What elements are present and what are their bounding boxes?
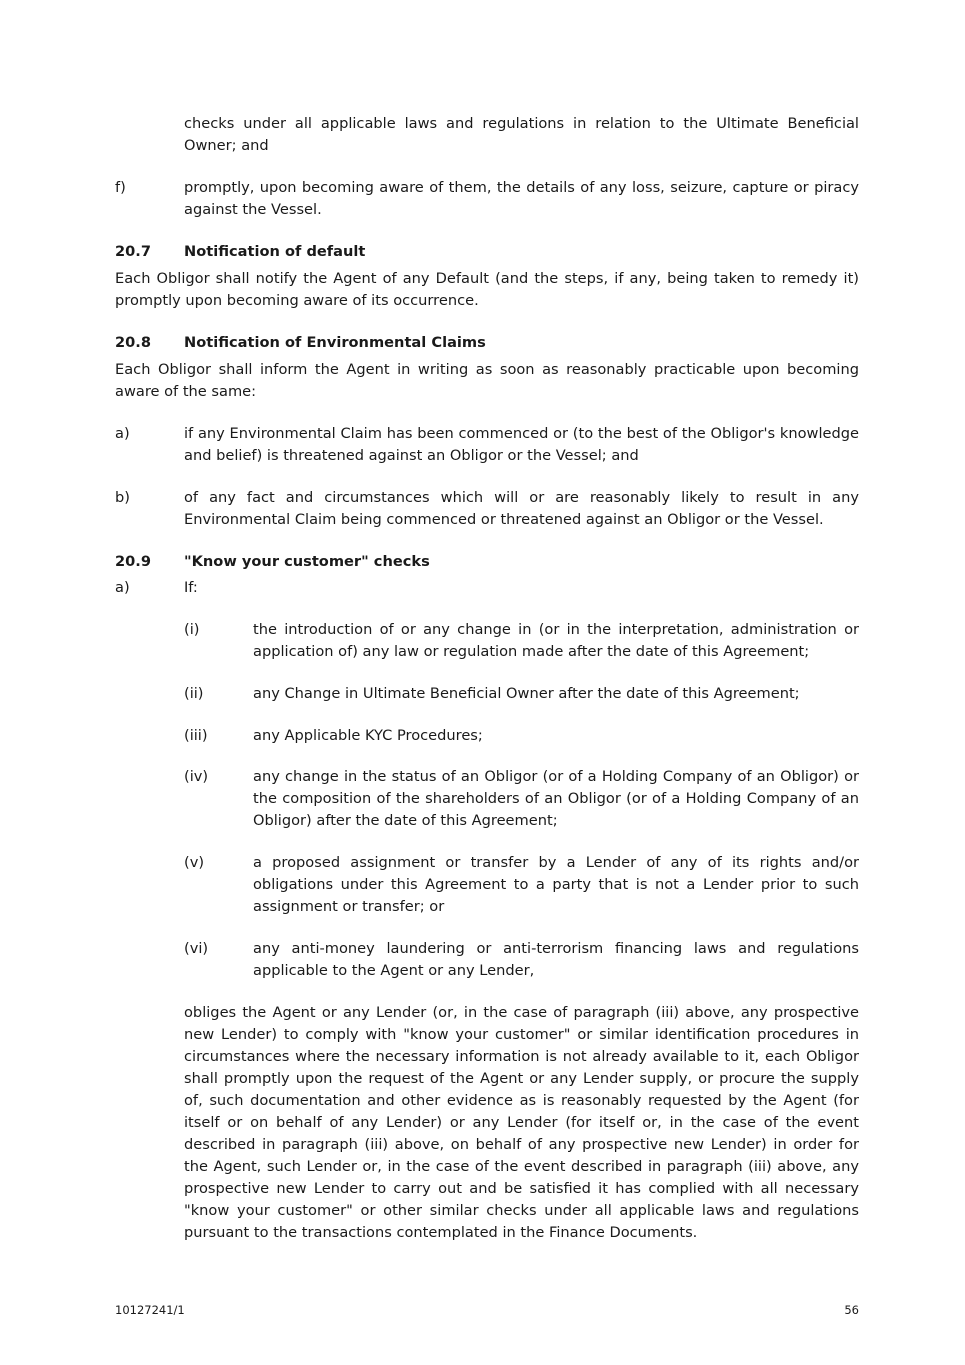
list-item-f-text: promptly, upon becoming aware of them, the details of any loss, seizure, capture or piracy against the Vessel. (184, 179, 859, 218)
subitem-vi-text: any anti-money laundering or anti-terrorism financing laws and regulations applicable to the Agent or any Lender, (253, 940, 859, 979)
section-20-9-item-a-lead: If: (184, 579, 198, 596)
subitem-vi-marker: (vi) (184, 940, 209, 957)
section-20-8-item-b-text: of any fact and circumstances which will or are reasonably likely to result in any Environmental Claim being commenced or threatened against an Obligor or the Vessel. (184, 489, 859, 528)
subitem-iv-text: any change in the status of an Obligor (or of a Holding Company of an Obligor) or the composition of the shareholders of an Obligor (or of a Holding Company of an Obligor) after the date of this Agreement; (253, 768, 859, 829)
footer-document-reference: 10127241/1 (115, 1303, 185, 1317)
footer-page-number: 56 (844, 1303, 859, 1317)
list-marker-f: f) (115, 179, 126, 196)
subitem-iii-text: any Applicable KYC Procedures; (253, 727, 483, 744)
section-20-8-item-a-text: if any Environmental Claim has been commenced or (to the best of the Obligor's knowledge and belief) is threatened against an Obligor or the Vessel; and (184, 425, 859, 464)
subitem-i-text: the introduction of or any change in (or in the interpretation, administration or application of) any law or regulation made after the date of this Agreement; (253, 621, 859, 660)
subitem-iv-marker: (iv) (184, 768, 209, 785)
section-20-8-title: Notification of Environmental Claims (184, 334, 486, 351)
section-20-8-item-b-marker: b) (115, 489, 130, 506)
continuation-paragraph: checks under all applicable laws and regulations in relation to the Ultimate Beneficial Owner; and (184, 115, 859, 154)
subitem-i-marker: (i) (184, 621, 200, 638)
section-20-8-number: 20.8 (115, 334, 152, 351)
section-20-8-body: Each Obligor shall inform the Agent in writing as soon as reasonably practicable upon becoming aware of the same: (115, 361, 859, 400)
subitem-ii-text: any Change in Ultimate Beneficial Owner after the date of this Agreement; (253, 685, 800, 702)
subitem-v-text: a proposed assignment or transfer by a Lender of any of its rights and/or obligations under this Agreement to a party that is not a Lender prior to such assignment or transfer; or (253, 854, 859, 915)
section-20-9-closing-paragraph: obliges the Agent or any Lender (or, in the case of paragraph (iii) above, any prospective new Lender) to comply with "know your customer" or similar identification procedures in circumstances where the necessary information is not already available to it, each Obligor shall promptly upon the request of the Agent or any Lender supply, or procure the supply of, such documentation and other evidence as is reasonably requested by the Agent (for itself or on behalf of any Lender) or any Lender (for itself or, in the case of the event described in paragraph (iii) above, on behalf of any prospective new Lender) in order for the Agent, such Lender or, in the case of the event described in paragraph (iii) above, any prospective new Lender to carry out and be satisfied it has complied with all necessary "know your customer" or other similar checks under all applicable laws and regulations pursuant to the transactions contemplated in the Finance Documents. (184, 1004, 859, 1241)
subitem-v-marker: (v) (184, 854, 205, 871)
section-20-8-item-a-marker: a) (115, 425, 130, 442)
subitem-iii-marker: (iii) (184, 727, 208, 744)
section-20-9-number: 20.9 (115, 553, 152, 570)
section-20-9-item-a-marker: a) (115, 579, 130, 596)
section-20-7-title: Notification of default (184, 243, 366, 260)
section-20-9-title: "Know your customer" checks (184, 553, 430, 570)
section-20-7-body: Each Obligor shall notify the Agent of any Default (and the steps, if any, being taken to remedy it) promptly upon becoming aware of its occurrence. (115, 270, 859, 309)
section-20-7-number: 20.7 (115, 243, 152, 260)
subitem-ii-marker: (ii) (184, 685, 204, 702)
